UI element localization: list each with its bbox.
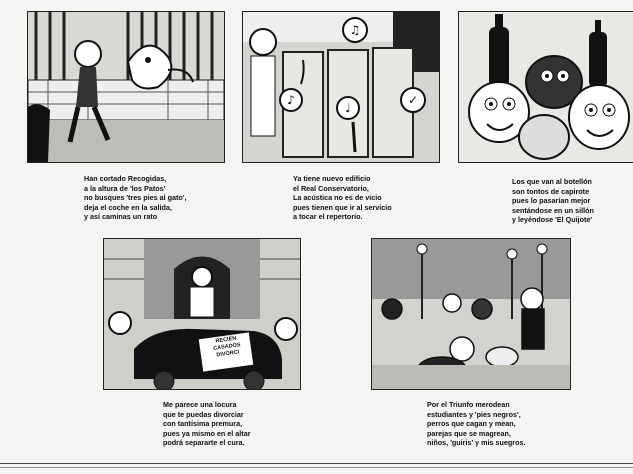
- park-crowd-illustration: [372, 239, 570, 389]
- svg-text:✓: ✓: [407, 93, 419, 107]
- caption-conservatorio: Ya tiene nuevo edificio el Real Conservatorio, La acústica no es de vicio pues tienen que ir al servicio a tocar el repertorio.: [293, 174, 392, 222]
- comic-panel-divorcio: [103, 238, 301, 390]
- comic-panel-conservatorio: [242, 11, 440, 163]
- wedding-car-church-illustration: [104, 239, 300, 389]
- bottom-rule: [0, 463, 633, 464]
- bottom-rule: [0, 467, 633, 468]
- creatures-with-bottles-illustration: [459, 12, 633, 162]
- recien-casados-sign: RECIÉN CASADOS DIVORCI: [212, 335, 241, 359]
- caption-triunfo: Por el Triunfo merodean estudiantes y 'pies negros', perros que cagan y mean, parejas que se magrean, niños, 'guiris' y mis suegros.: [427, 400, 526, 448]
- man-walking-with-cat-illustration: [28, 12, 224, 162]
- caption-botellon: Los que van al botellón son tontos de capirote pues lo pasarían mejor sentándose en un sillón y leyéndose 'El Quijote': [512, 177, 594, 225]
- musicians-in-booths-illustration: [243, 12, 439, 162]
- svg-text:♪: ♪: [287, 93, 295, 107]
- comic-panel-recogidas: [27, 11, 225, 163]
- caption-divorcio: Me parece una locura que te puedas divorciar con tantísima premura, pues ya mismo en el altar podrá separarte el cura.: [163, 400, 251, 448]
- comic-panel-botellon: [458, 11, 633, 163]
- comic-panel-triunfo: [371, 238, 571, 390]
- svg-text:♫: ♫: [349, 23, 361, 37]
- svg-text:♩: ♩: [345, 101, 351, 115]
- caption-recogidas: Han cortado Recogidas, a la altura de 'los Patos' no busques 'tres pies al gato', deja el coche en la salida, y así caminas un rato: [84, 174, 187, 222]
